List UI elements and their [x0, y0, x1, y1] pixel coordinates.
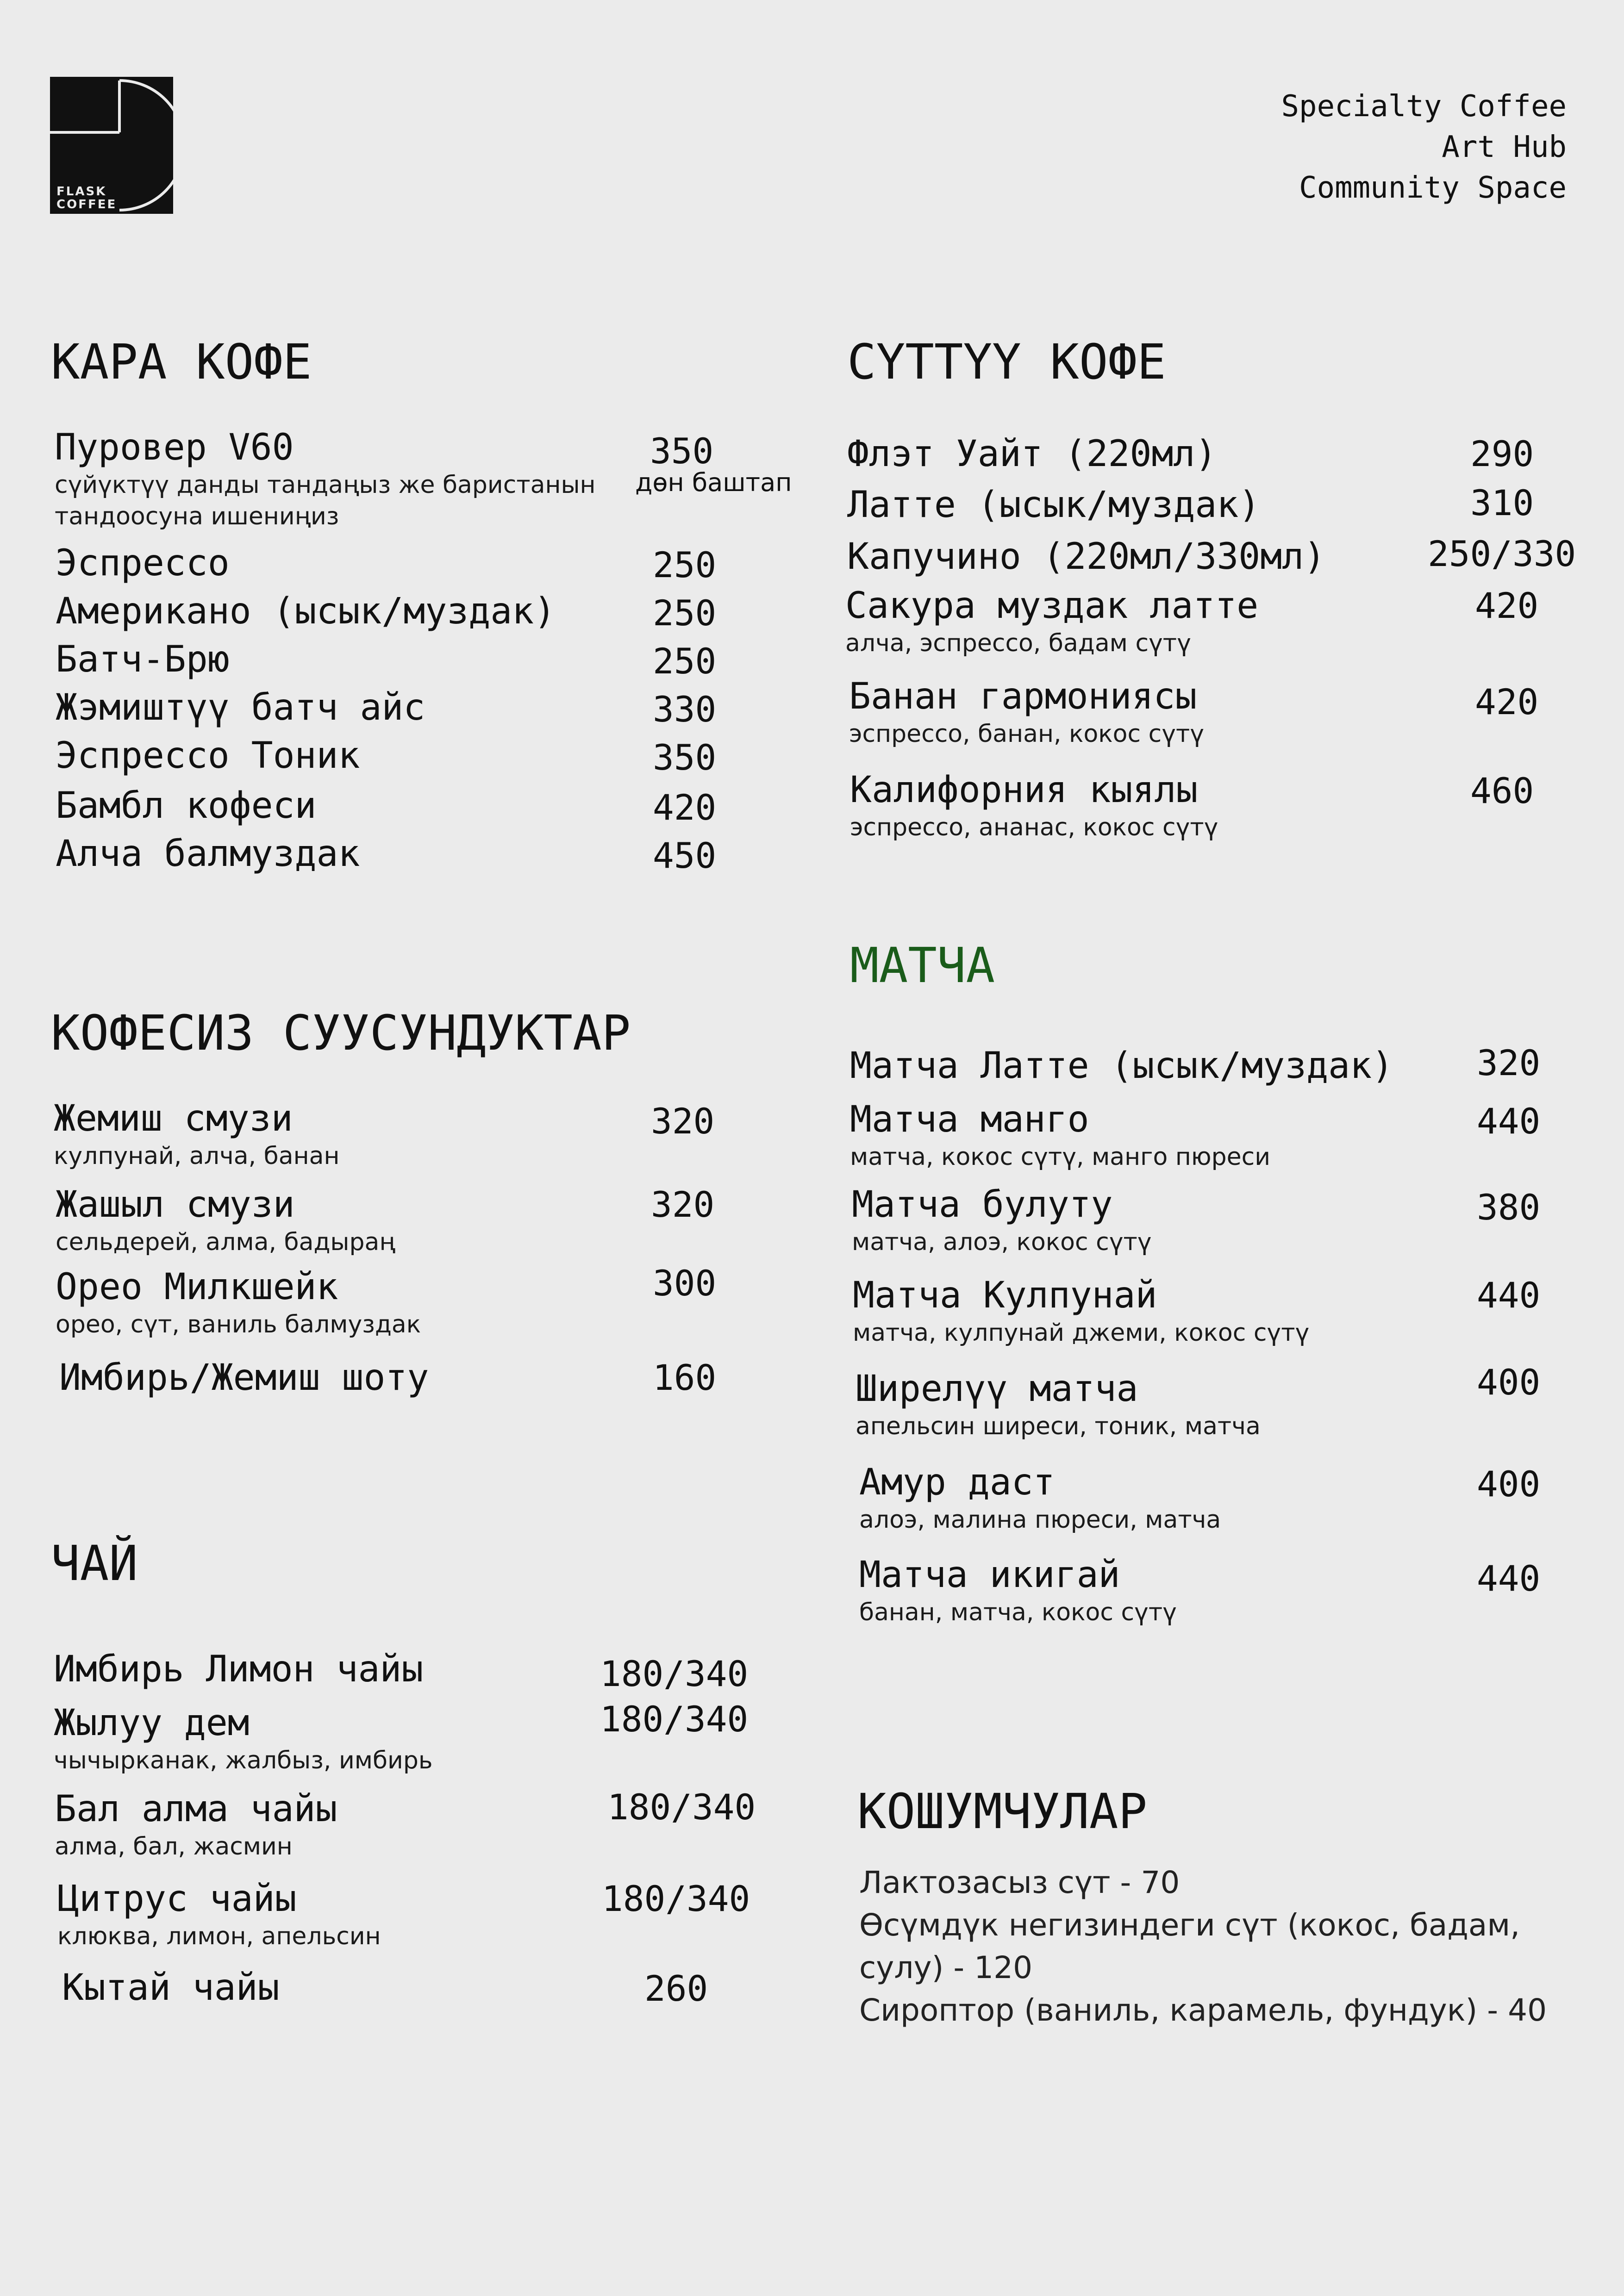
item-price: 330 — [653, 689, 717, 730]
addon-line: Лактозасыз сүт - 70 — [859, 1865, 1180, 1900]
item-name: Калифорния кыялы — [850, 769, 1198, 811]
flask-coffee-logo — [50, 77, 173, 214]
item-price: 180/340 — [602, 1878, 750, 1919]
menu-item — [56, 686, 425, 729]
menu-item — [56, 832, 360, 876]
item-price: 440 — [1477, 1275, 1541, 1316]
menu-item — [55, 1787, 337, 1862]
menu-item — [856, 1367, 1261, 1442]
menu-item — [56, 1183, 395, 1258]
addon-line: Өсүмдүк негизиндеги сүт (кокос, бадам, — [859, 1907, 1520, 1943]
menu-item — [59, 1356, 429, 1400]
menu-item — [850, 768, 1218, 843]
item-name: Батч-Брю — [56, 639, 230, 680]
tagline-line: Specialty Coffee — [1281, 89, 1567, 124]
item-price: 400 — [1477, 1463, 1541, 1505]
menu-item — [847, 432, 1217, 476]
item-desc: алоэ, малина пюреси, матча — [859, 1506, 1221, 1534]
menu-item — [850, 1098, 1270, 1173]
item-name: Имбирь Лимон чайы — [54, 1649, 424, 1690]
item-name: Американо (ысык/муздак) — [56, 591, 556, 632]
menu-item — [56, 734, 360, 778]
item-desc: матча, алоэ, кокос сүтү — [852, 1228, 1152, 1256]
item-price: 400 — [1477, 1362, 1541, 1403]
item-desc: сельдерей, алма, бадыраң — [56, 1228, 395, 1256]
menu-item — [57, 1877, 381, 1952]
menu-item — [845, 584, 1258, 659]
item-desc: матча, кокос сүтү, манго пюреси — [850, 1143, 1270, 1171]
item-desc: сүйүктүү данды тандаңыз же баристанын — [55, 471, 596, 499]
item-price: 420 — [653, 787, 717, 828]
item-name: Матча икигай — [859, 1554, 1120, 1596]
menu-item — [847, 483, 1260, 527]
menu-item — [56, 590, 556, 633]
item-desc: тандоосуна ишениңиз — [55, 503, 339, 530]
addon-line: сулу) - 120 — [859, 1950, 1033, 1985]
item-name: Банан гармониясы — [849, 676, 1197, 717]
item-price: 310 — [1470, 482, 1534, 523]
logo-mark-icon — [50, 77, 173, 214]
item-name: Матча Латте (ысык/муздак) — [850, 1045, 1393, 1087]
tagline-line: Art Hub — [1442, 130, 1567, 164]
item-price: 380 — [1477, 1187, 1541, 1228]
item-price: 290 — [1470, 433, 1534, 474]
item-price: 250 — [653, 544, 717, 585]
item-desc: банан, матча, кокос сүтү — [859, 1599, 1177, 1626]
item-desc: клюква, лимон, апельсин — [57, 1923, 381, 1950]
item-name: Имбирь/Жемиш шоту — [59, 1357, 429, 1399]
item-price: 250 — [653, 592, 717, 634]
section-title-no-coffee: КОФЕСИЗ СУУСУНДУКТАР — [51, 1005, 631, 1061]
item-name: Капучино (220мл/330мл) — [847, 536, 1326, 578]
section-title-tea: ЧАЙ — [51, 1535, 138, 1592]
menu-item — [56, 638, 230, 681]
item-desc: эспрессо, ананас, кокос сүтү — [850, 814, 1218, 841]
item-name: Матча булуту — [852, 1184, 1113, 1226]
item-desc: апельсин ширеси, тоник, матча — [856, 1412, 1261, 1440]
section-title-black-coffee: КАРА КОФЕ — [51, 334, 312, 390]
item-name: Амур даст — [859, 1462, 1055, 1503]
menu-item — [850, 1044, 1393, 1088]
tagline — [1281, 86, 1567, 208]
item-name: Орео Милкшейк — [56, 1266, 338, 1308]
section-title-matcha: МАТЧА — [850, 937, 995, 994]
item-price: 460 — [1470, 770, 1534, 811]
item-price: 250 — [653, 641, 717, 682]
item-price: 260 — [644, 1968, 708, 2009]
section-title-addons: КОШУМЧУЛАР — [857, 1783, 1148, 1840]
item-name: Матча Кулпунай — [853, 1275, 1157, 1316]
item-price: 320 — [651, 1101, 715, 1142]
item-name: Жэмиштүү батч айс — [56, 687, 425, 728]
item-price: 250/330 — [1428, 533, 1576, 574]
section-title-milk-coffee: СҮТТҮҮ КОФЕ — [847, 334, 1166, 390]
menu-item — [56, 541, 230, 585]
item-name: Латте (ысык/муздак) — [847, 484, 1261, 526]
item-name: Цитрус чайы — [57, 1878, 297, 1920]
item-desc: орео, сүт, ваниль балмуздак — [56, 1311, 421, 1338]
menu-item — [54, 1648, 423, 1691]
price-note: дөн баштап — [635, 468, 792, 497]
item-name: Эспрессо — [56, 542, 230, 584]
item-desc: алча, эспрессо, бадам сүтү — [845, 629, 1191, 657]
item-name: Жылуу дем — [54, 1702, 250, 1744]
item-name: Бамбл кофеси — [56, 785, 317, 827]
menu-item — [62, 1966, 280, 2010]
item-price: 180/340 — [600, 1699, 749, 1740]
item-desc: кулпунай, алча, банан — [54, 1142, 340, 1170]
item-price: 440 — [1477, 1101, 1541, 1142]
menu-item — [56, 784, 317, 828]
menu-item — [853, 1274, 1309, 1349]
item-name: Алча балмуздак — [56, 833, 360, 875]
menu-item — [859, 1461, 1221, 1536]
item-name: Матча манго — [850, 1099, 1089, 1140]
menu-item — [847, 535, 1325, 579]
logo-text-coffee: COFFEE — [56, 198, 117, 212]
addon-line: Сироптор (ваниль, карамель, фундук) - 40 — [859, 1992, 1547, 2028]
item-price: 320 — [651, 1184, 715, 1225]
menu-item — [54, 1097, 339, 1172]
item-price: 300 — [653, 1263, 717, 1304]
menu-item — [56, 1265, 421, 1340]
item-price: 160 — [653, 1357, 717, 1398]
item-name: Флэт Уайт (220мл) — [847, 433, 1217, 475]
menu-item — [852, 1183, 1152, 1258]
item-price: 350 — [650, 430, 714, 472]
item-name: Бал алма чайы — [55, 1788, 337, 1830]
item-name: Жемиш смузи — [54, 1098, 293, 1139]
item-price: 320 — [1477, 1042, 1541, 1083]
item-price: 420 — [1475, 585, 1539, 626]
logo-text-flask: FLASK — [56, 185, 107, 199]
item-desc: чычырканак, жалбыз, имбирь — [54, 1747, 433, 1774]
item-price: 420 — [1475, 681, 1539, 722]
item-name: Эспрессо Тоник — [56, 735, 360, 777]
item-price: 450 — [653, 835, 717, 876]
tagline-line: Community Space — [1299, 171, 1567, 205]
menu-item — [54, 1701, 433, 1776]
item-price: 440 — [1477, 1558, 1541, 1599]
item-name: Кытай чайы — [62, 1967, 280, 2009]
item-name: Пуровер V60 — [55, 427, 294, 468]
item-desc: матча, кулпунай джеми, кокос сүтү — [853, 1319, 1310, 1347]
item-desc: эспрессо, банан, кокос сүтү — [849, 720, 1205, 748]
item-name: Ширелүү матча — [856, 1368, 1138, 1410]
item-name: Сакура муздак латте — [845, 585, 1259, 627]
item-price: 350 — [653, 737, 717, 778]
menu-item — [859, 1553, 1177, 1628]
menu-item — [849, 675, 1204, 750]
item-price: 180/340 — [600, 1653, 749, 1694]
item-name: Жашыл смузи — [56, 1184, 295, 1226]
item-desc: алма, бал, жасмин — [55, 1833, 293, 1860]
menu-item — [55, 426, 596, 532]
item-price: 180/340 — [607, 1786, 756, 1828]
